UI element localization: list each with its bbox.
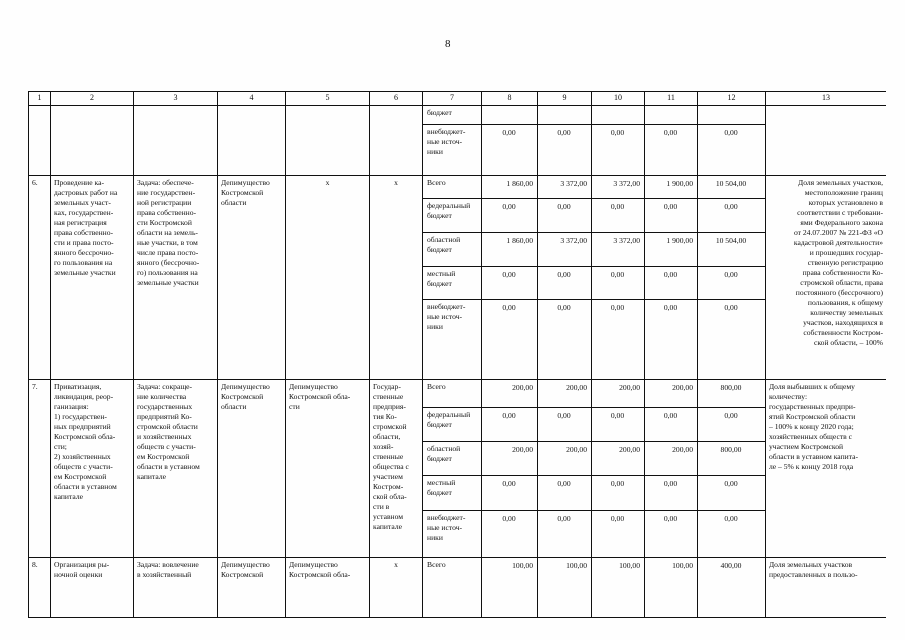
funding-source: Всего: [423, 379, 482, 407]
amount-2019: 100,00: [538, 557, 592, 617]
measure-name: Проведение ка- дастровых работ на земельных участ- ках, государствен- ная регистрация права собственно- сти и права посто- янного бессрочно- го пользования на земельные участки: [51, 175, 134, 379]
measure-participant: Депимущество Костромской обла-: [286, 557, 370, 617]
program-table-frame: [28, 91, 886, 640]
amount-2019: 0,00: [538, 198, 592, 232]
funding-source: областной бюджет: [423, 441, 482, 475]
funding-source: федеральный бюджет: [423, 407, 482, 441]
measure-task: Задача: сокраще- ние количества государственных предприятий Ко- стромской области и хозяйственных обществ с участи- ем Костромской области в уставном капитале: [134, 379, 218, 557]
amount-2020: 100,00: [592, 557, 645, 617]
funding-source: внебюджет- ные источ- ники: [423, 124, 482, 175]
target-indicator: Доля выбывших к общему количеству: государственных предпри- ятий Костромской области – 100% к концу 2020 года; хозяйственных обществ с участием Костромской области в уставном капита- ле – 5% к концу 2018 года: [766, 379, 887, 557]
measure-participant: х: [286, 175, 370, 379]
amount-2018: 1 860,00: [482, 175, 538, 198]
measure-number: 6.: [29, 175, 51, 379]
funding-source: местный бюджет: [423, 266, 482, 299]
measure-name: Приватизация, ликвидация, реор- ганизация: 1) государствен- ных предприятий Костромской обла- сти; 2) хозяйственных обществ с участи- ем Костромской области в уставном капитале: [51, 379, 134, 557]
amount-2020: 0,00: [592, 407, 645, 441]
amount-2020: 200,00: [592, 441, 645, 475]
column-number: 11: [645, 92, 698, 106]
amount-total: 800,00: [698, 441, 766, 475]
measure-executor: Депимущество Костромской области: [218, 379, 286, 557]
amount-2019: 200,00: [538, 441, 592, 475]
measure-executor: Депимущество Костромской: [218, 557, 286, 617]
funding-source: областной бюджет: [423, 232, 482, 266]
measure-7-row: [29, 379, 887, 407]
continuation-row: [29, 105, 887, 124]
column-number: 2: [51, 92, 134, 106]
amount-2018: 0,00: [482, 407, 538, 441]
amount-total: 0,00: [698, 266, 766, 299]
column-number: 5: [286, 92, 370, 106]
amount-2021: 200,00: [645, 379, 698, 407]
amount-2021: 100,00: [645, 557, 698, 617]
amount-2019: 0,00: [538, 124, 592, 175]
amount-2019: 200,00: [538, 379, 592, 407]
amount-2018: 0,00: [482, 198, 538, 232]
measure-beneficiary: Государ- ственные предприя- тия Ко- стромской области, хозяй- ственные общества с участием Костром- ской обла- сти в уставном капитале: [370, 379, 423, 557]
amount-2021: 0,00: [645, 198, 698, 232]
amount-2021: 0,00: [645, 266, 698, 299]
amount-2020: 0,00: [592, 198, 645, 232]
amount-total: 0,00: [698, 510, 766, 557]
column-number: 13: [766, 92, 887, 106]
column-number-row: [29, 92, 887, 106]
amount-2020: 0,00: [592, 299, 645, 379]
measure-6-row: [29, 175, 887, 198]
column-number: 1: [29, 92, 51, 106]
amount-2020: 0,00: [592, 510, 645, 557]
amount-2018: 0,00: [482, 475, 538, 510]
funding-source: Всего: [423, 175, 482, 198]
amount-2018: 0,00: [482, 124, 538, 175]
amount-total: 800,00: [698, 379, 766, 407]
amount-2021: 0,00: [645, 510, 698, 557]
amount-2021: 0,00: [645, 407, 698, 441]
column-number: 3: [134, 92, 218, 106]
amount-2021: 200,00: [645, 441, 698, 475]
measure-task: Задача: вовлечение в хозяйственный: [134, 557, 218, 617]
amount-2021: 0,00: [645, 299, 698, 379]
funding-source: внебюджет- ные источ- ники: [423, 299, 482, 379]
amount-2020: 3 372,00: [592, 232, 645, 266]
amount-2018: 200,00: [482, 441, 538, 475]
funding-source: Всего: [423, 557, 482, 617]
amount-total: 10 504,00: [698, 175, 766, 198]
amount-2019: 0,00: [538, 299, 592, 379]
column-number: 6: [370, 92, 423, 106]
funding-source: бюджет: [423, 105, 482, 124]
funding-source: местный бюджет: [423, 475, 482, 510]
column-number: 10: [592, 92, 645, 106]
column-number: 9: [538, 92, 592, 106]
amount-total: 10 504,00: [698, 232, 766, 266]
measure-name: Организация ры- ночной оценки: [51, 557, 134, 617]
funding-source: внебюджет- ные источ- ники: [423, 510, 482, 557]
amount-2019: 0,00: [538, 510, 592, 557]
amount-2018: 100,00: [482, 557, 538, 617]
measure-beneficiary: х: [370, 175, 423, 379]
amount-2018: 0,00: [482, 266, 538, 299]
amount-2020: 0,00: [592, 124, 645, 175]
measure-beneficiary: х: [370, 557, 423, 617]
amount-total: 0,00: [698, 198, 766, 232]
amount-2018: 0,00: [482, 510, 538, 557]
column-number: 7: [423, 92, 482, 106]
amount-2020: 0,00: [592, 475, 645, 510]
amount-2019: 3 372,00: [538, 232, 592, 266]
amount-2021: 1 900,00: [645, 175, 698, 198]
measure-executor: Депимущество Костромской области: [218, 175, 286, 379]
amount-2020: 3 372,00: [592, 175, 645, 198]
amount-2018: 200,00: [482, 379, 538, 407]
amount-2019: 0,00: [538, 266, 592, 299]
measure-number: 8.: [29, 557, 51, 617]
page-number: 8: [445, 38, 451, 50]
target-indicator: Доля земельных участков, местоположение границ которых установлено в соответствии с требовани- ями Федерального закона от 24.07.2007 № 221-ФЗ «О кадастровой деятельности» и прошедших государ- ственную регистрацию права собственности Ко- стромской области, права постоянного (бессрочного) пользования, к общему количеству земельных участков, находящихся в собственности Костром- ской области, – 100%: [766, 175, 887, 379]
amount-total: 400,00: [698, 557, 766, 617]
target-indicator: Доля земельных участков предоставленных в пользо-: [766, 557, 887, 617]
measure-participant: Депимущество Костромской обла- сти: [286, 379, 370, 557]
amount-total: 0,00: [698, 299, 766, 379]
amount-2021: 1 900,00: [645, 232, 698, 266]
amount-2018: 1 860,00: [482, 232, 538, 266]
column-number: 4: [218, 92, 286, 106]
amount-2018: 0,00: [482, 299, 538, 379]
program-table: [28, 91, 886, 618]
amount-2019: 3 372,00: [538, 175, 592, 198]
amount-total: 0,00: [698, 124, 766, 175]
column-number: 12: [698, 92, 766, 106]
amount-2019: 0,00: [538, 475, 592, 510]
amount-2020: 200,00: [592, 379, 645, 407]
funding-source: федеральный бюджет: [423, 198, 482, 232]
amount-2019: 0,00: [538, 407, 592, 441]
amount-2020: 0,00: [592, 266, 645, 299]
measure-8-row: [29, 557, 887, 617]
measure-task: Задача: обеспече- ние государствен- ной регистрации права собственно- сти Костромской области на земель- ные участки, в том числе права посто- янного (бессрочно- го) пользования на земельные участки: [134, 175, 218, 379]
measure-number: 7.: [29, 379, 51, 557]
amount-2021: 0,00: [645, 124, 698, 175]
amount-2021: 0,00: [645, 475, 698, 510]
column-number: 8: [482, 92, 538, 106]
amount-total: 0,00: [698, 407, 766, 441]
amount-total: 0,00: [698, 475, 766, 510]
